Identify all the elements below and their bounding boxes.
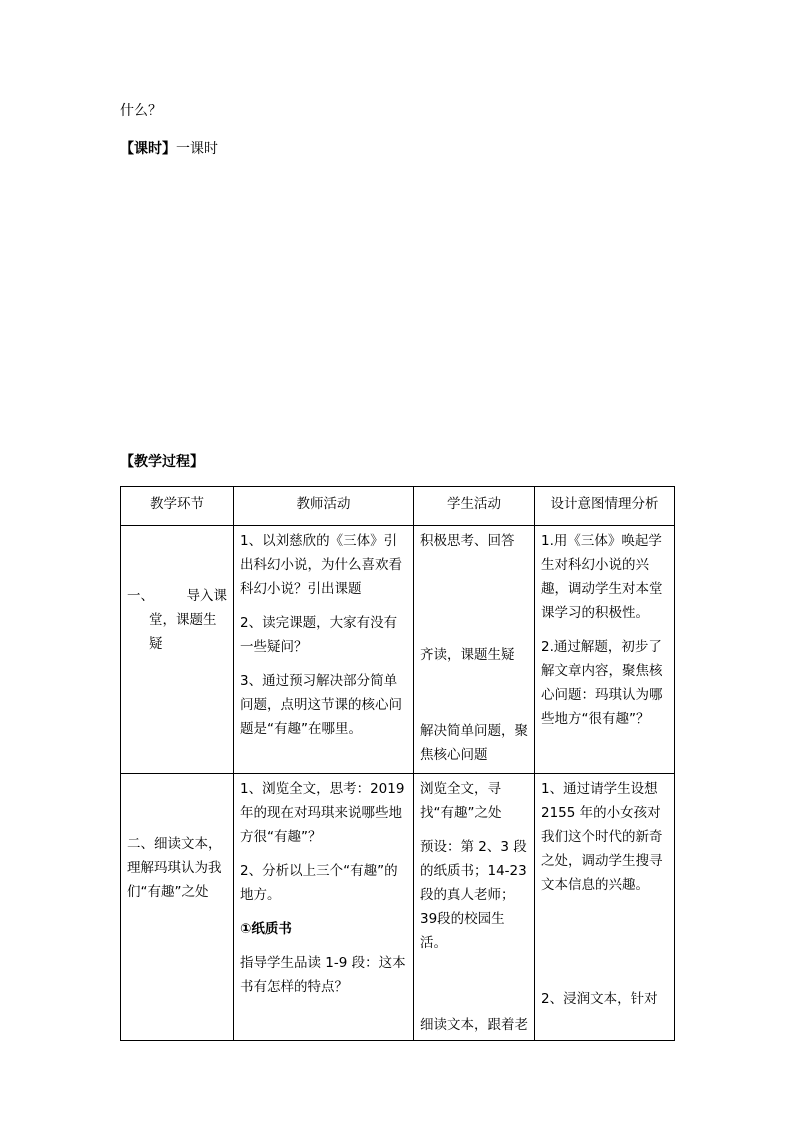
design-note: 1、通过请学生设想2155 年的小女孩对我们这个时代的新奇之处，调动学生搜寻文本信息的兴趣。 bbox=[541, 781, 663, 893]
lesson-time-value: 一课时 bbox=[176, 141, 218, 157]
stage-text-a: 导入课 bbox=[186, 588, 227, 604]
teacher-step: 1、以刘慈欣的《三体》引出科幻小说，为什么喜欢看科幻小说？引出课题 bbox=[240, 533, 402, 597]
table-row bbox=[121, 526, 675, 774]
student-cell bbox=[414, 774, 535, 1041]
teacher-cell bbox=[234, 774, 414, 1041]
teaching-process-table bbox=[120, 486, 675, 1041]
design-note: 2.通过解题，初步了解文章内容，聚焦核心问题：玛琪认为哪些地方“很有趣”？ bbox=[541, 639, 663, 727]
design-cell bbox=[535, 526, 675, 774]
stage-prefix: 一、 bbox=[127, 588, 154, 604]
table-row bbox=[121, 774, 675, 1041]
teacher-step: 2、分析以上三个“有趣”的地方。 bbox=[240, 863, 398, 903]
design-note: 2、浸润文本，针对 bbox=[541, 991, 658, 1007]
student-step: 齐读，课题生疑 bbox=[420, 647, 515, 663]
student-step: 预设：第 2、3 段的纸质书；14-23段的真人老师；39段的校园生活。 bbox=[420, 839, 527, 951]
header-design: 设计意图情理分析 bbox=[535, 487, 675, 526]
process-heading: 【教学过程】 bbox=[120, 454, 204, 470]
table-header-row bbox=[121, 487, 675, 526]
stage-text: 二、细读文本，理解玛琪认为我们“有趣”之处 bbox=[127, 836, 222, 900]
student-step: 浏览全文，寻找“有趣”之处 bbox=[420, 781, 502, 821]
header-stage: 教学环节 bbox=[121, 487, 234, 526]
stage-cell bbox=[121, 526, 234, 774]
stage-line bbox=[127, 584, 227, 608]
intro-line: 什么？ bbox=[120, 103, 162, 119]
teacher-step: 2、读完课题，大家有没有一些疑问？ bbox=[240, 615, 398, 655]
design-note: 1.用《三体》唤起学生对科幻小说的兴趣，调动学生对本堂课学习的积极性。 bbox=[541, 533, 663, 621]
lesson-time-label: 【课时】 bbox=[120, 141, 176, 157]
design-cell bbox=[535, 774, 675, 1041]
student-step: 细读文本，跟着老 bbox=[420, 1017, 528, 1033]
student-cell bbox=[414, 526, 535, 774]
header-student: 学生活动 bbox=[414, 487, 535, 526]
student-step: 积极思考、回答 bbox=[420, 533, 515, 549]
lesson-time-line bbox=[120, 139, 218, 159]
teacher-step: 指导学生品读 1-9 段：这本书有怎样的特点？ bbox=[240, 955, 406, 995]
teacher-cell bbox=[234, 526, 414, 774]
teacher-step: 3、通过预习解决部分简单问题，点明这节课的核心问题是“有趣”在哪里。 bbox=[240, 673, 402, 737]
teacher-subheading: ①纸质书 bbox=[240, 921, 292, 937]
stage-cell bbox=[121, 774, 234, 1041]
header-teacher: 教师活动 bbox=[234, 487, 414, 526]
student-step: 解决简单问题，聚焦核心问题 bbox=[420, 723, 528, 763]
teacher-step: 1、浏览全文，思考：2019年的现在对玛琪来说哪些地方很“有趣”？ bbox=[240, 781, 405, 845]
stage-text-b: 堂，课题生疑 bbox=[149, 612, 217, 652]
